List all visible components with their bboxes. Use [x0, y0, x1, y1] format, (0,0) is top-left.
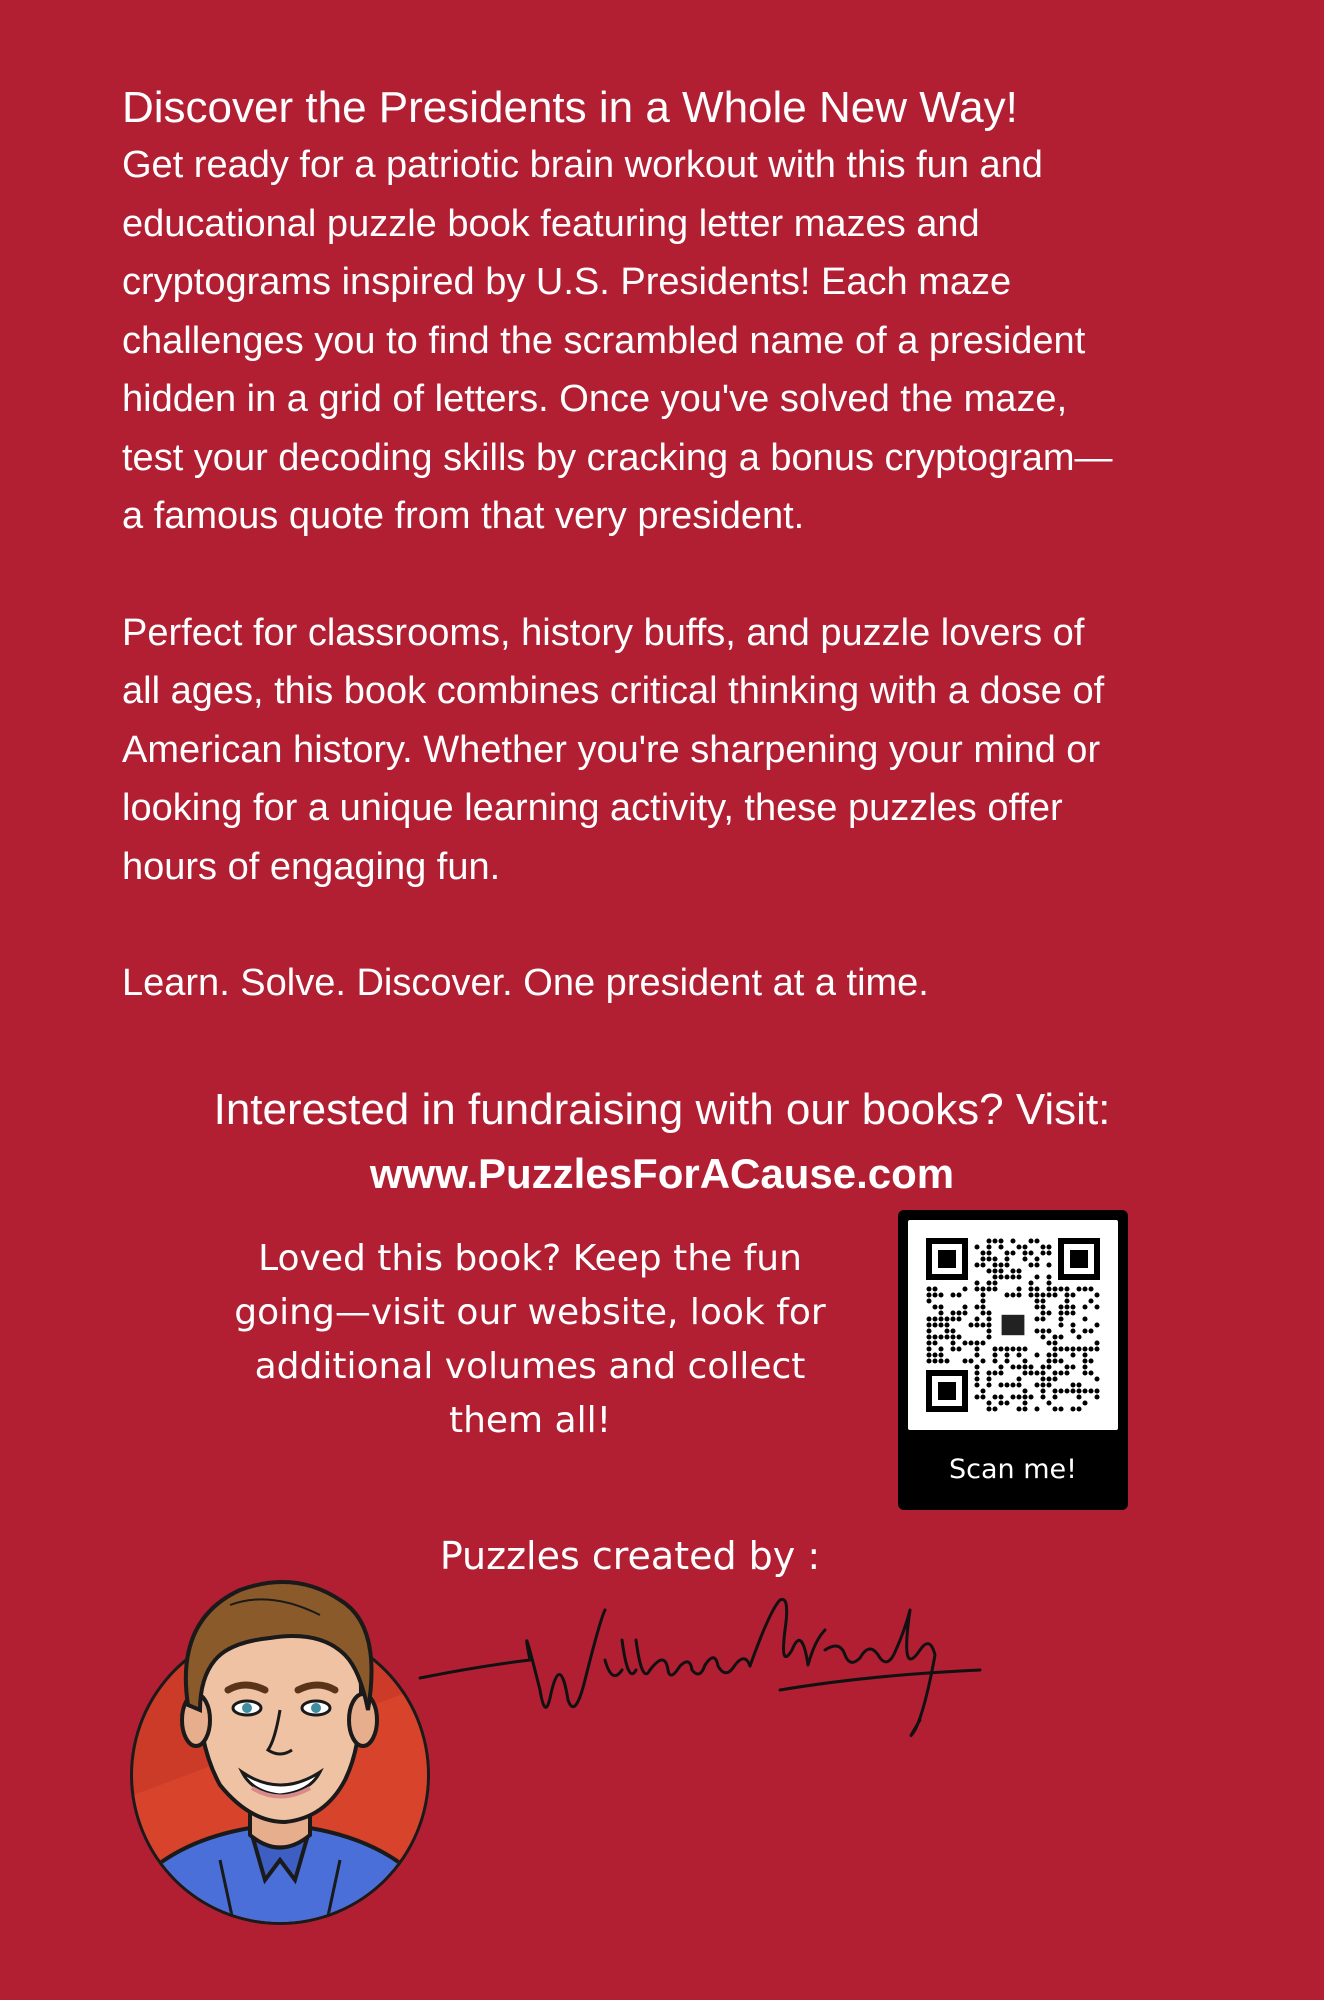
- promo-text: Loved this book? Keep the fun going—visit our website, look for additional volumes and collect them all!: [234, 1238, 826, 1441]
- author-signature: [400, 1570, 1020, 1770]
- qr-label: Scan me!: [949, 1454, 1077, 1485]
- qr-code-card[interactable]: [898, 1210, 1128, 1510]
- back-cover-blurb: [122, 80, 1232, 1013]
- credit-label: Puzzles created by :: [439, 1534, 821, 1578]
- description-paragraph-2: Perfect for classrooms, history buffs, and puzzle lovers of all ages, this book combines critical thinking with a dose of American history. Whether you're sharpening your mind or looking for a unique learning activity, these puzzles offer hours of engaging fun.: [122, 611, 1105, 888]
- fundraising-section: [0, 1078, 1324, 1206]
- description-paragraph-1: Get ready for a patriotic brain workout with this fun and educational puzzle book featuring letter mazes and cryptograms inspired by U.S. Presidents! Each maze challenges you to find the scrambled name of a president hidden in a grid of letters. Once you've solved the maze, test your decoding skills by cracking a bonus cryptogram— a famous quote from that very president.: [122, 144, 1113, 537]
- author-portrait: [120, 1560, 440, 1930]
- tagline: Learn. Solve. Discover. One president at a time.: [122, 962, 929, 1004]
- qr-code-icon[interactable]: [908, 1220, 1118, 1430]
- headline: Discover the Presidents in a Whole New Way!: [122, 83, 1018, 132]
- fundraising-question: Interested in fundraising with our books? Visit:: [213, 1085, 1111, 1134]
- website-link[interactable]: www.PuzzlesForACause.com: [369, 1150, 955, 1197]
